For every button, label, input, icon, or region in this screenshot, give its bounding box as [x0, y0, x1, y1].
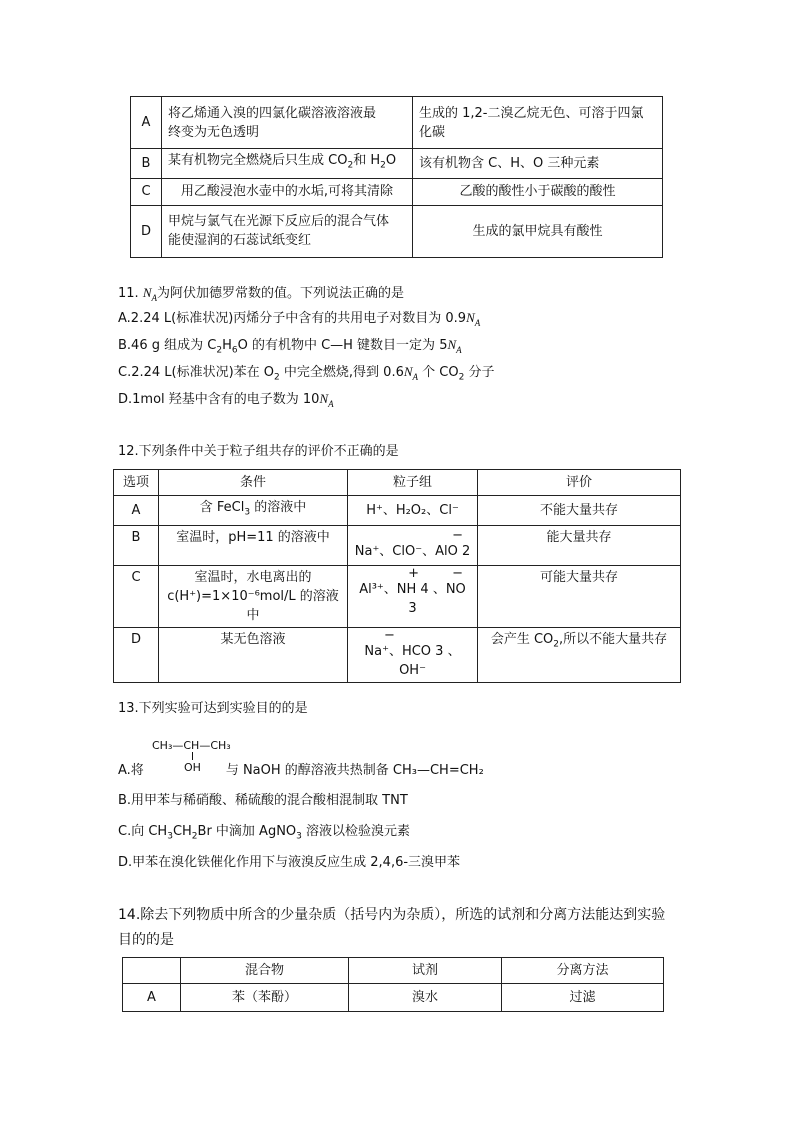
row-label: A [114, 496, 159, 526]
table-cell: 甲烷与氯气在光源下反应后的混合气体 能使湿润的石蕊试纸变红 [162, 205, 413, 257]
row-label: D [114, 627, 159, 682]
table-cell: 用乙酸浸泡水壶中的水垢,可将其清除 [162, 178, 413, 205]
table-cell: 会产生 $CO_2$,所以不能大量共存 [478, 627, 681, 682]
column-header: 粒子组 [348, 470, 478, 496]
q11-stem: 11. $N_A$为阿伏加德罗常数的值。下列说法正确的是 [118, 285, 404, 303]
table-cell: 生成的氯甲烷具有酸性 [413, 205, 663, 257]
q12-stem: 12.下列条件中关于粒子组共存的评价不正确的是 [118, 444, 399, 459]
column-header: 评价 [478, 470, 681, 496]
q13-stem: 13.下列实验可达到实验目的的是 [118, 701, 308, 716]
structural-bond-line [192, 752, 193, 760]
column-header [123, 958, 181, 984]
structural-formula-chain: CH₃—CH—CH₃ [152, 739, 231, 752]
table-row [123, 984, 664, 1012]
column-header: 条件 [159, 470, 348, 496]
table-cell: 生成的 1,2-二溴乙烷无色、可溶于四氯 化碳 [413, 97, 663, 149]
table-cell: 室温时，pH=11 的溶液中 [159, 525, 348, 565]
column-header: 试剂 [349, 958, 502, 984]
table-row [114, 496, 681, 526]
q13-option-d: D.甲苯在溴化铁催化作用下与液溴反应生成 2,4,6-三溴甲苯 [118, 855, 461, 870]
table-row [131, 178, 663, 205]
row-label: C [131, 178, 162, 205]
table-cell: 苯（苯酚） [181, 984, 349, 1012]
table-row [114, 627, 681, 682]
q11-option-a: A.2.24 L(标准状况)丙烯分子中含有的共用电子对数目为 $0.9N_A$ [118, 310, 481, 328]
table-cell: 某无色溶液 [159, 627, 348, 682]
q11-option-b: B.46 g 组成为 $C_2H_6O$ 的有机物中 C—H 键数目一定为 $5N_A$ [118, 337, 462, 356]
table-cell: H⁺、H₂O₂、Cl⁻ [348, 496, 478, 526]
table-row [131, 97, 663, 149]
column-header: 分离方法 [502, 958, 664, 984]
table-header-row [123, 958, 664, 984]
table-cell: 将乙烯通入溴的四氯化碳溶液溶液最 终变为无色透明 [162, 97, 413, 149]
table-header-row [114, 470, 681, 496]
table-cell: + − Al³⁺、NH 4 、NO 3 [348, 565, 478, 627]
table-row [114, 565, 681, 627]
q13-option-a: A.将 与 NaOH 的醇溶液共热制备 CH₃—CH=CH₂ [118, 763, 484, 778]
q11-option-d: D.1mol 羟基中含有的电子数为 $10N_A$ [118, 391, 334, 409]
table-row [131, 149, 663, 179]
row-label: B [114, 525, 159, 565]
table-cell: − Na⁺、HCO 3 、OH⁻ [348, 627, 478, 682]
table-cell: 可能大量共存 [478, 565, 681, 627]
q13-option-b: B.用甲苯与稀硝酸、稀硫酸的混合酸相混制取 TNT [118, 793, 408, 808]
table-cell: 能大量共存 [478, 525, 681, 565]
q13-option-c: C.向 $CH_3CH_2Br$ 中滴加 AgNO$_3$ 溶液以检验溴元素 [118, 824, 411, 842]
table-cell: 过滤 [502, 984, 664, 1012]
q12-table [113, 469, 681, 683]
row-label: D [131, 205, 162, 257]
table-cell: 某有机物完全燃烧后只生成 $CO_2$和 $H_2O$ [162, 149, 413, 179]
q10-table [130, 96, 663, 258]
table-cell: 溴水 [349, 984, 502, 1012]
table-cell: 该有机物含 C、H、O 三种元素 [413, 149, 663, 179]
table-cell: 室温时，水电离出的 c(H⁺)=1×10⁻⁶mol/L 的溶液中 [159, 565, 348, 627]
table-cell: − Na⁺、ClO⁻、AlO 2 [348, 525, 478, 565]
table-cell: 不能大量共存 [478, 496, 681, 526]
column-header: 选项 [114, 470, 159, 496]
table-row [131, 205, 663, 257]
table-cell: 乙酸的酸性小于碳酸的酸性 [413, 178, 663, 205]
q14-stem-line2: 目的的是 [118, 932, 174, 948]
table-cell: 含 FeCl$_3$ 的溶液中 [159, 496, 348, 526]
row-label: A [131, 97, 162, 149]
q11-option-c: C.2.24 L(标准状况)苯在 $O_2$ 中完全燃烧,得到 $0.6N_A$ 个 $CO_2$ 分子 [118, 364, 495, 383]
q14-table [122, 957, 664, 1012]
row-label: C [114, 565, 159, 627]
q14-stem-line1: 14.除去下列物质中所含的少量杂质（括号内为杂质），所选的试剂和分离方法能达到实验 [118, 907, 666, 923]
column-header: 混合物 [181, 958, 349, 984]
row-label: A [123, 984, 181, 1012]
table-row [114, 525, 681, 565]
row-label: B [131, 149, 162, 179]
structural-formula-oh: OH [184, 761, 201, 774]
